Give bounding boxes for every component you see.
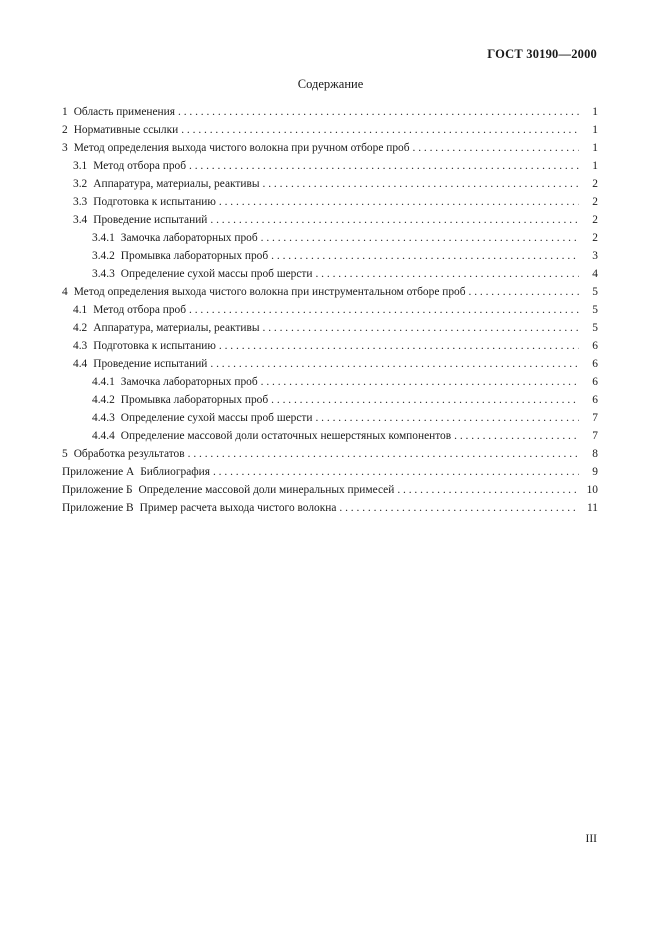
toc-entry-number: 4.4.3 <box>92 412 115 424</box>
toc-entry-number: 4.1 <box>73 304 88 316</box>
toc-entry[interactable] <box>62 373 598 391</box>
toc-entry[interactable] <box>62 499 598 517</box>
toc-entry[interactable] <box>62 121 598 139</box>
toc-entry-page: 2 <box>592 214 598 226</box>
toc-entry-label: Метод отбора проб <box>93 160 187 172</box>
toc-entry-label: Область применения <box>73 106 175 118</box>
toc-entry-page: 5 <box>592 322 598 334</box>
toc-entry-label: Проведение испытаний <box>93 358 208 370</box>
toc-entry-page: 7 <box>592 412 598 424</box>
toc-dot-leader <box>189 301 579 319</box>
toc-dot-leader <box>271 247 579 265</box>
toc-entry[interactable] <box>62 481 598 499</box>
toc-entry[interactable] <box>62 319 598 337</box>
toc-entry-page: 6 <box>592 340 598 352</box>
toc-entry-page: 9 <box>592 466 598 478</box>
toc-dot-leader <box>189 157 579 175</box>
toc-entry-label: Проведение испытаний <box>93 214 208 226</box>
toc-entry-number: Приложение Б <box>62 484 133 496</box>
toc-entry[interactable] <box>62 283 598 301</box>
toc-entry[interactable] <box>62 445 598 463</box>
toc-entry-number: 3.4 <box>73 214 88 226</box>
toc-entry-number: 4.4.1 <box>92 376 115 388</box>
toc-entry-number: Приложение В <box>62 502 134 514</box>
toc-entry-number: 4 <box>62 286 68 298</box>
toc-entry[interactable] <box>62 391 598 409</box>
toc-title: Содержание <box>297 77 364 91</box>
toc-dot-leader <box>219 337 579 355</box>
toc-entry-number: 4.4 <box>73 358 88 370</box>
toc-entry-page: 2 <box>592 178 598 190</box>
toc-entry[interactable] <box>62 247 598 265</box>
toc-entry-page: 11 <box>587 502 598 514</box>
toc-entry-number: 4.2 <box>73 322 88 334</box>
toc-dot-leader <box>263 319 580 337</box>
toc-entry[interactable] <box>62 229 598 247</box>
toc-dot-leader <box>210 211 579 229</box>
toc-entry-label: Аппаратура, материалы, реактивы <box>93 322 260 334</box>
toc-entry[interactable] <box>62 427 598 445</box>
toc-entry-label: Определение массовой доли минеральных примесей <box>138 484 395 496</box>
toc-entry-number: 3.2 <box>73 178 88 190</box>
toc-entry-label: Замочка лабораторных проб <box>120 232 258 244</box>
toc-dot-leader <box>339 499 579 517</box>
toc-entry-number: 3.4.2 <box>92 250 115 262</box>
page-number: III <box>585 833 597 845</box>
toc-dot-leader <box>454 427 579 445</box>
toc-entry-label: Метод определения выхода чистого волокна при ручном отборе проб <box>73 142 410 154</box>
toc-entry-page: 4 <box>592 268 598 280</box>
toc-entry-number: 4.3 <box>73 340 88 352</box>
toc-dot-leader <box>219 193 579 211</box>
toc-entry-page: 1 <box>592 142 598 154</box>
toc-entry-page: 7 <box>592 430 598 442</box>
toc-dot-leader <box>315 265 579 283</box>
toc-entry-number: 1 <box>62 106 68 118</box>
toc-dot-leader <box>263 175 580 193</box>
toc-entry-page: 5 <box>592 286 598 298</box>
toc-entry-number: 3.3 <box>73 196 88 208</box>
toc-entry[interactable] <box>62 193 598 211</box>
toc-entry-label: Подготовка к испытанию <box>93 196 216 208</box>
toc-entry-label: Определение массовой доли остаточных нешерстяных компонентов <box>120 430 452 442</box>
toc-dot-leader <box>469 283 579 301</box>
toc-entry-number: 5 <box>62 448 68 460</box>
toc-entry[interactable] <box>62 409 598 427</box>
toc-entry-label: Библиография <box>140 466 210 478</box>
toc-dot-leader <box>261 229 579 247</box>
toc-dot-leader <box>397 481 579 499</box>
toc-entry[interactable] <box>62 211 598 229</box>
toc-entry-label: Промывка лабораторных проб <box>120 394 269 406</box>
toc-entry[interactable] <box>62 103 598 121</box>
standard-code: ГОСТ 30190—2000 <box>487 47 597 61</box>
toc-entry-page: 10 <box>586 484 598 496</box>
toc-dot-leader <box>181 121 579 139</box>
toc-entry-label: Нормативные ссылки <box>73 124 179 136</box>
toc-entry-number: 2 <box>62 124 68 136</box>
table-of-contents <box>62 103 598 517</box>
toc-entry-label: Аппаратура, материалы, реактивы <box>93 178 260 190</box>
toc-entry-page: 1 <box>592 160 598 172</box>
toc-dot-leader <box>271 391 579 409</box>
toc-entry-label: Пример расчета выхода чистого волокна <box>139 502 337 514</box>
toc-entry-page: 2 <box>592 196 598 208</box>
toc-dot-leader <box>261 373 579 391</box>
toc-entry-label: Подготовка к испытанию <box>93 340 216 352</box>
toc-entry[interactable] <box>62 265 598 283</box>
toc-entry-page: 5 <box>592 304 598 316</box>
toc-entry-page: 8 <box>592 448 598 460</box>
toc-dot-leader <box>210 355 579 373</box>
toc-entry-label: Определение сухой массы проб шерсти <box>120 268 313 280</box>
toc-entry[interactable] <box>62 157 598 175</box>
toc-entry-number: 3.4.1 <box>92 232 115 244</box>
toc-entry-page: 2 <box>592 232 598 244</box>
toc-entry-number: 3 <box>62 142 68 154</box>
toc-dot-leader <box>213 463 579 481</box>
toc-dot-leader <box>178 103 579 121</box>
toc-entry[interactable] <box>62 301 598 319</box>
toc-entry-label: Метод определения выхода чистого волокна при инструментальном отборе проб <box>73 286 466 298</box>
toc-entry-label: Обработка результатов <box>73 448 185 460</box>
toc-dot-leader <box>188 445 579 463</box>
toc-entry[interactable] <box>62 355 598 373</box>
toc-entry[interactable] <box>62 175 598 193</box>
toc-entry-number: 3.4.3 <box>92 268 115 280</box>
toc-dot-leader <box>413 139 579 157</box>
toc-entry-label: Промывка лабораторных проб <box>120 250 269 262</box>
toc-entry-page: 3 <box>592 250 598 262</box>
toc-entry-number: 3.1 <box>73 160 88 172</box>
toc-entry-page: 6 <box>592 376 598 388</box>
toc-dot-leader <box>315 409 579 427</box>
toc-entry-number: 4.4.4 <box>92 430 115 442</box>
toc-entry-page: 1 <box>592 124 598 136</box>
toc-entry-page: 6 <box>592 358 598 370</box>
toc-entry-page: 6 <box>592 394 598 406</box>
toc-entry-number: 4.4.2 <box>92 394 115 406</box>
toc-entry-label: Метод отбора проб <box>93 304 187 316</box>
toc-entry[interactable] <box>62 463 598 481</box>
toc-entry[interactable] <box>62 337 598 355</box>
toc-entry[interactable] <box>62 139 598 157</box>
toc-entry-number: Приложение А <box>62 466 135 478</box>
toc-entry-page: 1 <box>592 106 598 118</box>
toc-entry-label: Определение сухой массы проб шерсти <box>120 412 313 424</box>
toc-entry-label: Замочка лабораторных проб <box>120 376 258 388</box>
